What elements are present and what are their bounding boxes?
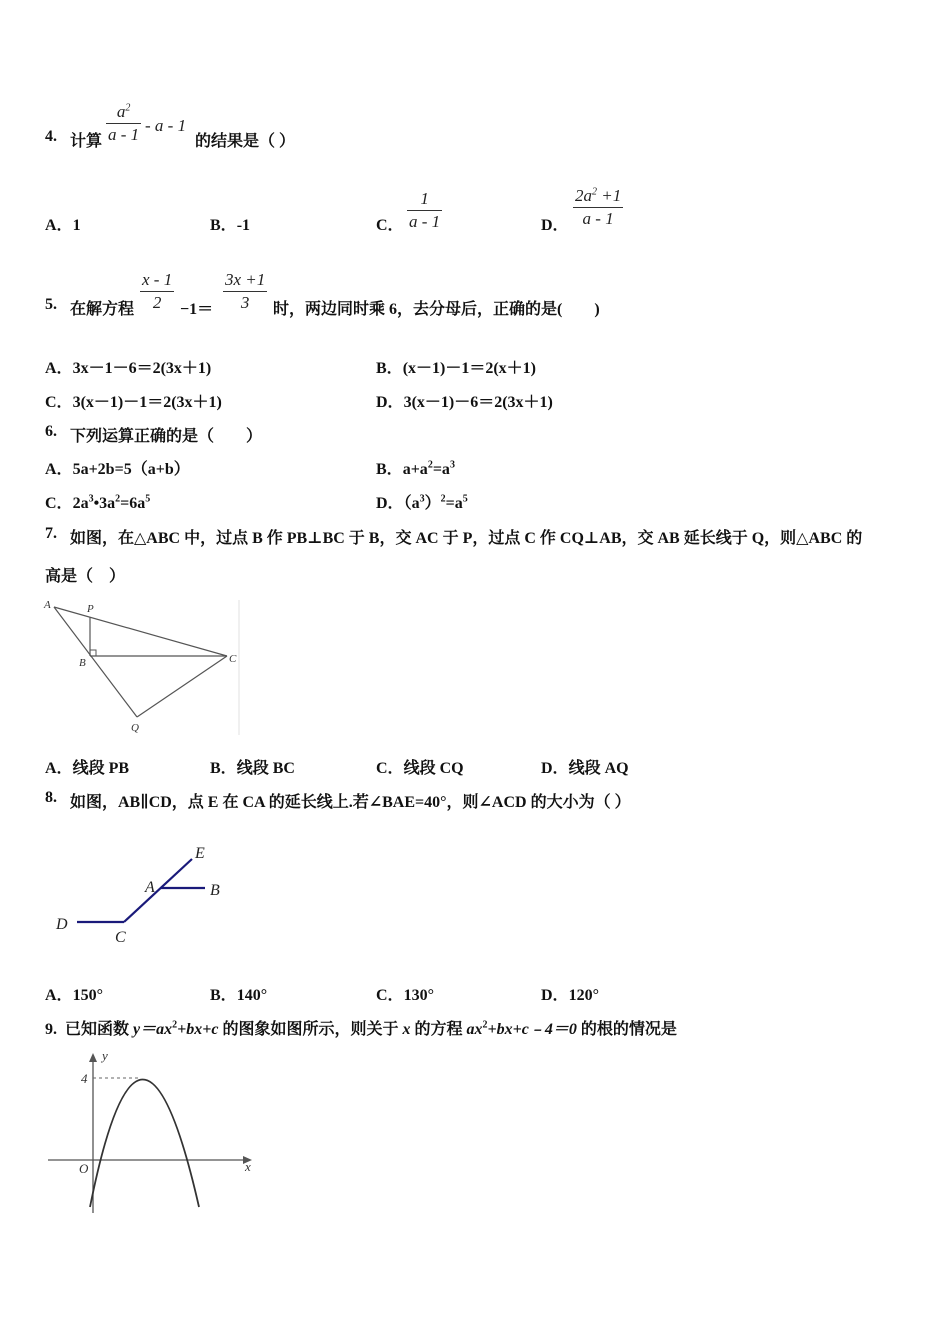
- q7-segment-aq: [54, 607, 137, 717]
- q7-label-c: C: [229, 653, 237, 665]
- q4-option-b: B．-1: [210, 217, 251, 234]
- q8-option-d: D．120°: [541, 987, 599, 1004]
- q6-option-b: B．$a+a^2=a^3$: [376, 459, 455, 478]
- q7-line-1: 如图，在△ABC 中，过点 B 作 PB⊥BC 于 B，交 AC 于 P，过点 C 作 CQ⊥AB，交 AB 延长线于 Q，则△ABC 的: [70, 530, 863, 547]
- q6-option-d: D．$(a^3)^2=a^5$: [376, 493, 468, 512]
- q8-option-a: A．150°: [45, 987, 103, 1004]
- q5-fraction-2: 3x +1 3: [225, 270, 266, 312]
- q5-option-d: D．3(x－1)－6＝2(3x＋1): [376, 394, 553, 411]
- q7-label-q: Q: [131, 722, 139, 734]
- q5-fraction-1: x - 1 2: [142, 270, 173, 312]
- q5-option-a: A．3x－1－6＝2(3x＋1): [45, 360, 212, 377]
- q7-label-a: A: [44, 599, 51, 611]
- q7-segment-cq: [137, 656, 227, 717]
- q7-segment-ac: [54, 607, 227, 656]
- q9-label-origin: O: [79, 1161, 89, 1176]
- q6-option-c: C．$2a^3•3a^2=6a^5$: [45, 493, 151, 512]
- q4-frac-num: a: [116, 102, 126, 121]
- q4-option-d-fraction: $2a^2 +1$ a - 1: [575, 186, 622, 228]
- q5-option-b: B．(x－1)－1＝2(x＋1): [376, 360, 537, 377]
- q9-label-max-4: 4: [81, 1071, 88, 1086]
- q4-minus-term: - a - 1: [145, 116, 187, 135]
- q8-label-a: A: [145, 879, 155, 896]
- q7-option-c: C．线段 CQ: [376, 760, 464, 777]
- q7-line-2: 高是（ ）: [45, 568, 126, 585]
- q5-prefix: 在解方程: [70, 301, 135, 318]
- q8-number: 8.: [45, 789, 57, 806]
- q9-parabola-curve: [90, 1080, 199, 1208]
- q4-frac-num-sup: 2: [125, 102, 131, 114]
- q4-prefix: 计算: [70, 133, 103, 150]
- q8-parallel-lines-figure: [50, 838, 235, 953]
- q4-fraction: [106, 102, 141, 145]
- q9-parabola-graph: [45, 1045, 260, 1217]
- q4-option-d-label: D．: [541, 217, 569, 234]
- q8-option-c: C．130°: [376, 987, 434, 1004]
- q7-label-p: P: [87, 603, 94, 615]
- q8-label-d: D: [56, 916, 68, 933]
- q4-option-c-label: C．: [376, 217, 404, 234]
- q8-line-ce: [124, 859, 192, 922]
- q8-option-b: B．140°: [210, 987, 268, 1004]
- q8-label-c: C: [115, 929, 126, 946]
- q7-option-b: B．线段 BC: [210, 760, 295, 777]
- q4-frac-den: a - 1: [108, 125, 140, 144]
- q8-label-b: B: [210, 882, 220, 899]
- q5-number: 5.: [45, 296, 57, 313]
- q6-text: 下列运算正确的是（ ）: [70, 428, 263, 445]
- q8-text: 如图，AB∥CD，点 E 在 CA 的延长线上.若∠BAE=40°，则∠ACD 的大小为（ ）: [70, 794, 631, 811]
- q6-option-a: A．5a+2b=5（a+b）: [45, 461, 190, 478]
- q9-label-y: y: [102, 1048, 108, 1063]
- q7-number: 7.: [45, 525, 57, 542]
- q4-option-a: A．1: [45, 217, 81, 234]
- q9-label-x: x: [245, 1159, 251, 1174]
- q4-suffix: 的结果是（ ）: [195, 133, 296, 150]
- q9-stem: 9. 已知函数 $y=ax^2+bx+c$ 的图象如图所示，则关于 x 的方程 $ax^2+bx+c﹣4=0$ 的根的情况是: [45, 1019, 677, 1038]
- q4-option-c-fraction: 1 a - 1: [409, 189, 441, 231]
- q9-y-axis-arrow: [89, 1053, 97, 1062]
- q8-label-e: E: [195, 845, 205, 862]
- q6-number: 6.: [45, 423, 57, 440]
- q4-number: 4.: [45, 128, 57, 145]
- q7-option-a: A．线段 PB: [45, 760, 130, 777]
- q7-triangle-figure: [40, 595, 245, 740]
- q5-suffix: 时，两边同时乘 6，去分母后，正确的是( ): [273, 301, 600, 318]
- q7-label-b: B: [79, 657, 86, 669]
- q5-middle: −1＝: [180, 301, 214, 318]
- q7-option-d: D．线段 AQ: [541, 760, 629, 777]
- q5-option-c: C．3(x－1)－1＝2(3x＋1): [45, 394, 222, 411]
